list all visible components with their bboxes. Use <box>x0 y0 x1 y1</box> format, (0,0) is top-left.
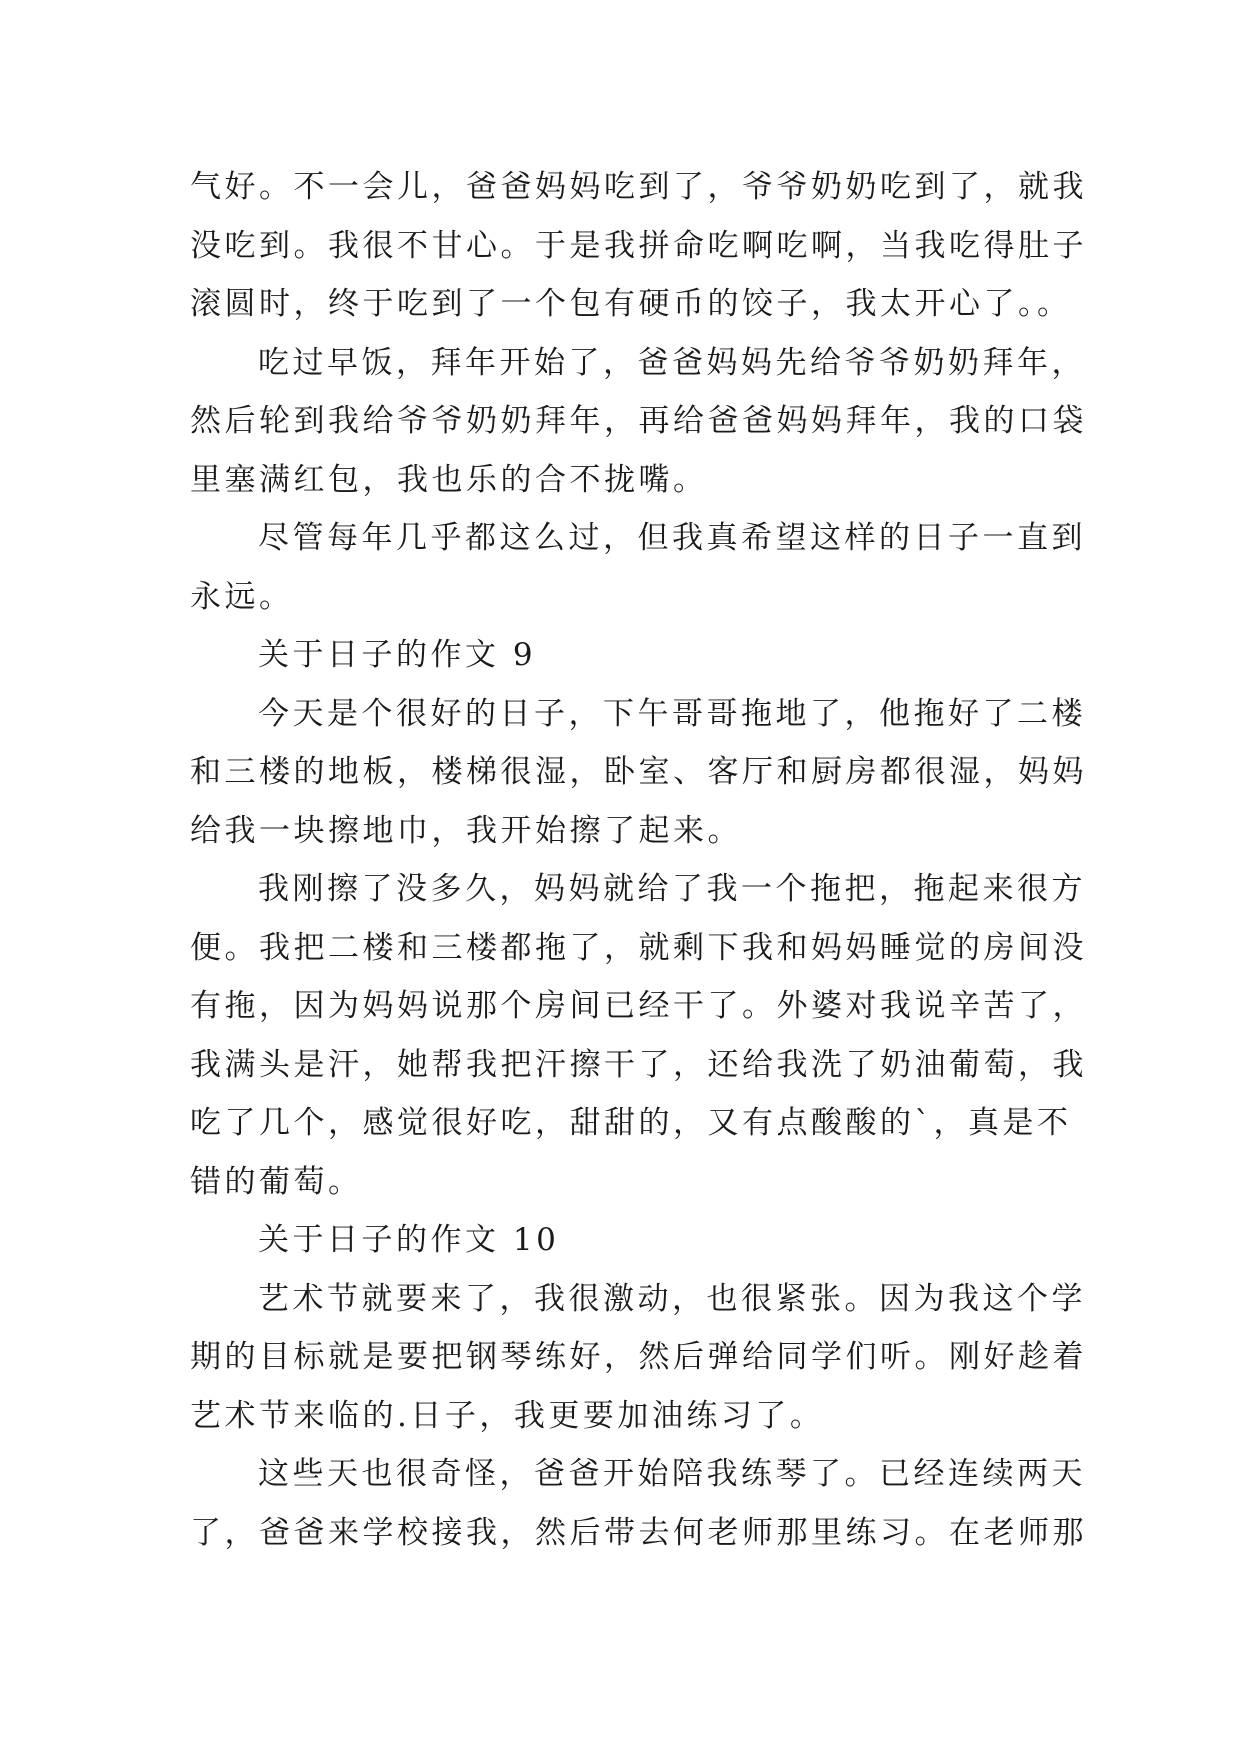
paragraph-start-line: 吃过早饭，拜年开始了，爸爸妈妈先给爷爷奶奶拜年， <box>258 344 1086 381</box>
text-line: 没吃到。我很不甘心。于是我拼命吃啊吃啊，当我吃得肚子 <box>190 227 1087 264</box>
text-line: 给我一块擦地巾，我开始擦了起来。 <box>190 812 742 849</box>
paragraph-start-line: 我刚擦了没多久，妈妈就给了我一个拖把，拖起来很方 <box>258 871 1086 907</box>
text-line: 期的目标就是要把钢琴练好，然后弹给同学们听。刚好趁着 <box>190 1339 1087 1375</box>
text-line: 错的葡萄。 <box>190 1163 363 1200</box>
text-line: 便。我把二楼和三楼都拖了，就剩下我和妈妈睡觉的房间没 <box>190 929 1087 966</box>
text-line: 然后轮到我给爷爷奶奶拜年，再给爸爸妈妈拜年，我的口袋 <box>190 403 1087 439</box>
text-line: 我满头是汗，她帮我把汗擦干了，还给我洗了奶油葡萄，我 <box>190 1046 1087 1083</box>
paragraph-start-line: 今天是个很好的日子，下午哥哥拖地了，他拖好了二楼 <box>258 695 1086 732</box>
text-line: 滚圆时，终于吃到了一个包有硬币的饺子，我太开心了。。 <box>190 286 1072 322</box>
text-line: 永远。 <box>190 578 294 615</box>
text-line: 气好。不一会儿，爸爸妈妈吃到了，爷爷奶奶吃到了，就我 <box>190 169 1087 205</box>
text-line: 了，爸爸来学校接我，然后带去何老师那里练习。在老师那 <box>190 1514 1087 1551</box>
section-heading: 关于日子的作文 10 <box>258 1222 560 1258</box>
essay-body <box>190 158 1087 1562</box>
paragraph-start-line: 尽管每年几乎都这么过，但我真希望这样的日子一直到 <box>258 520 1086 556</box>
text-line: 艺术节来临的.日子，我更要加油练习了。 <box>190 1397 825 1434</box>
paragraph-start-line: 艺术节就要来了，我很激动，也很紧张。因为我这个学 <box>258 1280 1086 1317</box>
text-line: 里塞满红包，我也乐的合不拢嘴。 <box>190 461 708 498</box>
paragraph-start-line: 这些天也很奇怪，爸爸开始陪我练琴了。已经连续两天 <box>258 1456 1086 1492</box>
text-line: 有拖，因为妈妈说那个房间已经干了。外婆对我说辛苦了， <box>190 988 1087 1024</box>
text-line: 吃了几个，感觉很好吃，甜甜的，又有点酸酸的`，真是不 <box>190 1105 1072 1141</box>
section-heading: 关于日子的作文 9 <box>258 637 537 673</box>
text-line: 和三楼的地板，楼梯很湿，卧室、客厅和厨房都很湿，妈妈 <box>190 754 1087 790</box>
